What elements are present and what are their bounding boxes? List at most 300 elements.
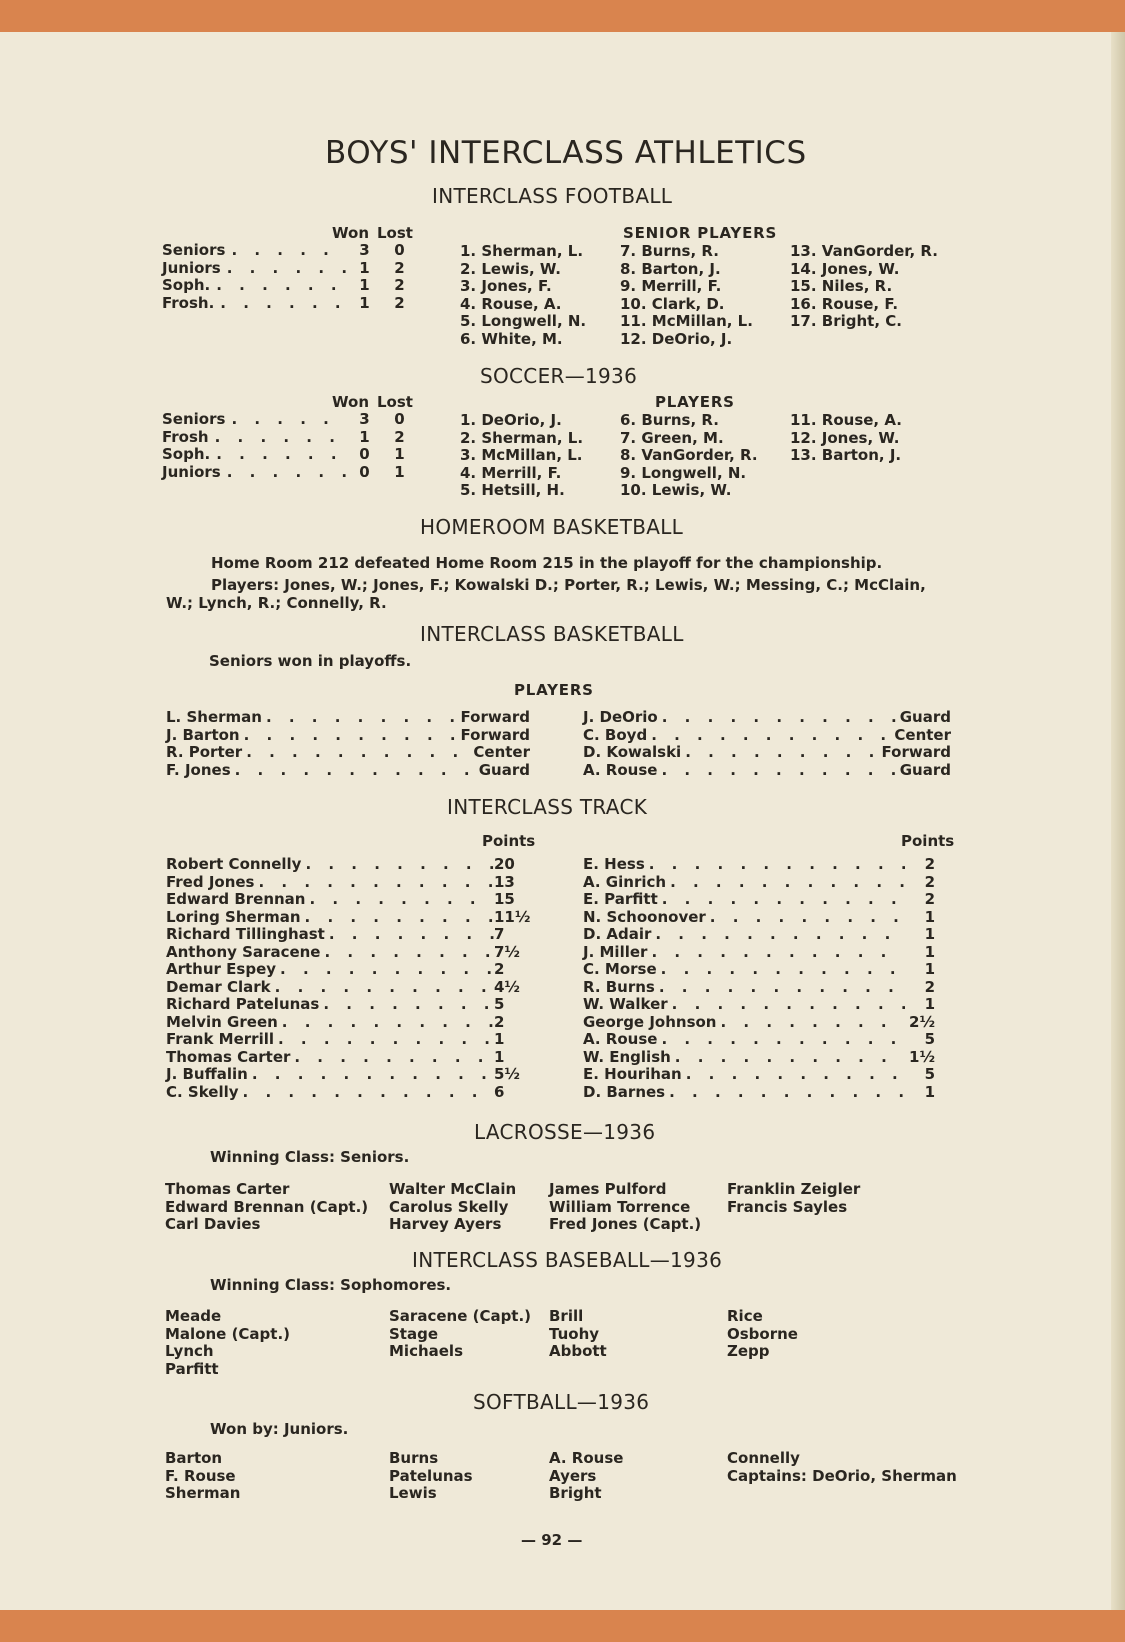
- dot-leader: [242, 744, 473, 762]
- player-item: Thomas Carter: [165, 1180, 290, 1198]
- lost-value: 0: [394, 241, 405, 259]
- won-value: 0: [359, 445, 370, 463]
- athlete-points: 2: [924, 977, 935, 996]
- player-item: Malone (Capt.): [165, 1324, 291, 1343]
- track-row: [583, 1031, 935, 1049]
- player-name: F. Jones: [166, 760, 231, 779]
- basketball-note: Seniors won in playoffs.: [209, 652, 412, 670]
- athlete-points: 15: [494, 890, 515, 908]
- dot-leader: [319, 996, 494, 1014]
- player-item: A. Rouse: [549, 1449, 624, 1467]
- dot-leader: [210, 446, 347, 464]
- track-row: [583, 926, 935, 944]
- won-value: 1: [359, 427, 370, 446]
- player-item: Parfitt: [165, 1359, 219, 1378]
- athlete-points: 1½: [909, 1047, 935, 1066]
- athlete-name: C. Morse: [583, 960, 657, 978]
- athlete-points: 1: [924, 925, 935, 943]
- player-position: Forward: [460, 725, 530, 744]
- track-row: [166, 1049, 534, 1067]
- dot-leader: [305, 891, 494, 909]
- baseball-title: INTERCLASS BASEBALL—1936: [412, 1248, 723, 1272]
- athlete-name: J. Miller: [583, 942, 648, 961]
- page-number: — 92 —: [521, 1531, 583, 1549]
- player-name: J. Barton: [166, 725, 240, 744]
- homeroom-line2: Players: Jones, W.; Jones, F.; Kowalski D.; Porter, R.; Lewis, W.; Messing, C.; McClain,: [211, 576, 926, 594]
- player-position: Guard: [478, 760, 530, 779]
- track-row: [583, 979, 935, 997]
- track-row: [166, 1014, 534, 1032]
- player-item: Michaels: [389, 1342, 464, 1360]
- player-item: 5. Hetsill, H.: [460, 481, 565, 499]
- athlete-points: 13: [494, 872, 515, 891]
- dot-leader: [682, 1066, 905, 1084]
- lacrosse-title: LACROSSE—1936: [474, 1120, 656, 1144]
- dot-leader: [210, 277, 347, 295]
- dot-leader: [248, 1066, 494, 1084]
- athlete-points: 5: [924, 1030, 935, 1048]
- won-label: Won: [332, 224, 369, 242]
- player-item: Lynch: [165, 1342, 214, 1360]
- athlete-name: E. Parfitt: [583, 890, 658, 908]
- standings-row: [162, 277, 422, 295]
- won-value: 3: [359, 410, 370, 428]
- player-item: 1. DeOrio, J.: [460, 411, 562, 429]
- track-row: [583, 1049, 935, 1067]
- athlete-points: 7: [494, 925, 505, 943]
- track-row: [166, 909, 534, 927]
- athlete-name: A. Rouse: [583, 1030, 658, 1048]
- won-lost-header: [162, 393, 422, 411]
- lacrosse-col3: [549, 1181, 701, 1234]
- player-position: Guard: [899, 760, 951, 779]
- player-item: 2. Lewis, W.: [460, 259, 561, 278]
- soccer-players-col2: [620, 412, 758, 500]
- won-value: 0: [359, 462, 370, 481]
- standings-row: [162, 260, 422, 278]
- player-item: 14. Jones, W.: [790, 259, 900, 278]
- player-position: Center: [473, 743, 530, 761]
- player-item: James Pulford: [549, 1180, 667, 1198]
- athlete-points: 2: [924, 855, 935, 873]
- dot-leader: [655, 979, 905, 997]
- player-item: 9. Longwell, N.: [620, 463, 747, 482]
- football-players-col1: [460, 243, 586, 348]
- dot-leader: [671, 1049, 905, 1067]
- athlete-name: A. Ginrich: [583, 872, 667, 891]
- track-title: INTERCLASS TRACK: [447, 795, 648, 819]
- dot-leader: [647, 944, 905, 962]
- athlete-points: 6: [494, 1082, 505, 1101]
- lost-value: 2: [394, 276, 405, 294]
- player-item: Brill: [549, 1307, 584, 1325]
- athlete-name: D. Adair: [583, 925, 652, 943]
- team-name: Juniors: [162, 258, 221, 277]
- player-position: Guard: [899, 708, 951, 726]
- track-row: [583, 961, 935, 979]
- lacrosse-note: Winning Class: Seniors.: [210, 1148, 410, 1166]
- player-item: F. Rouse: [165, 1466, 236, 1485]
- player-item: Burns: [389, 1449, 439, 1467]
- dot-leader: [262, 709, 461, 727]
- football-title: INTERCLASS FOOTBALL: [432, 184, 673, 208]
- lost-value: 1: [394, 445, 405, 463]
- dot-leader: [325, 926, 494, 944]
- soccer-title: SOCCER—1936: [480, 364, 638, 388]
- dot-leader: [681, 744, 881, 762]
- athlete-name: Loring Sherman: [166, 907, 301, 926]
- player-item: 9. Merrill, F.: [620, 277, 722, 295]
- track-row: [583, 1066, 935, 1084]
- player-item: Francis Sayles: [727, 1197, 848, 1216]
- player-row: [166, 709, 530, 727]
- dot-leader: [231, 762, 479, 780]
- dot-leader: [666, 874, 905, 892]
- team-name: Juniors: [162, 462, 221, 481]
- team-name: Frosh.: [162, 293, 215, 312]
- track-results-left: [166, 856, 534, 1101]
- won-label: Won: [332, 393, 369, 411]
- track-results-right: [583, 856, 935, 1101]
- player-item: Franklin Zeigler: [727, 1180, 861, 1198]
- athlete-name: C. Skelly: [166, 1082, 239, 1101]
- player-item: Bright: [549, 1484, 602, 1502]
- football-players-col2: [620, 243, 753, 348]
- soccer-players-col1: [460, 412, 583, 500]
- standings-row: [162, 295, 422, 313]
- track-row: [166, 1031, 534, 1049]
- player-row: [166, 727, 530, 745]
- baseball-note: Winning Class: Sophomores.: [210, 1276, 452, 1294]
- athlete-points: 5: [494, 995, 505, 1013]
- player-item: 15. Niles, R.: [790, 277, 893, 295]
- athlete-name: E. Hourihan: [583, 1065, 682, 1083]
- player-item: 2. Sherman, L.: [460, 428, 584, 447]
- track-points-label-right: Points: [901, 832, 955, 850]
- track-row: [583, 874, 935, 892]
- dot-leader: [278, 1014, 494, 1032]
- team-cell: [162, 295, 347, 313]
- basketball-players-right: [583, 709, 951, 779]
- athlete-name: Thomas Carter: [166, 1047, 291, 1066]
- athlete-points: 5: [924, 1065, 935, 1083]
- team-name: Soph.: [162, 445, 211, 463]
- player-item: Connelly: [727, 1449, 800, 1467]
- athlete-name: R. Burns: [583, 977, 655, 996]
- dot-leader: [301, 909, 494, 927]
- player-item: 6. White, M.: [460, 329, 563, 348]
- lost-value: 1: [394, 462, 405, 481]
- athlete-points: 1: [924, 995, 935, 1013]
- athlete-name: E. Hess: [583, 855, 645, 873]
- athlete-points: 2½: [909, 1012, 935, 1031]
- athlete-name: J. Buffalin: [166, 1065, 248, 1083]
- soccer-standings: [162, 393, 422, 481]
- athlete-name: Demar Clark: [166, 977, 271, 996]
- football-standings: [162, 224, 422, 312]
- player-name: J. DeOrio: [583, 708, 658, 726]
- player-item: Osborne: [727, 1324, 798, 1343]
- player-name: R. Porter: [166, 743, 243, 761]
- dot-leader: [276, 961, 494, 979]
- player-item: 17. Bright, C.: [790, 312, 902, 330]
- dot-leader: [657, 961, 905, 979]
- player-item: 10. Clark, D.: [620, 294, 725, 313]
- athlete-points: 5½: [494, 1065, 520, 1083]
- player-row: [166, 744, 530, 762]
- dot-leader: [665, 1084, 905, 1102]
- athlete-name: Fred Jones: [166, 872, 255, 891]
- homeroom-title: HOMEROOM BASKETBALL: [420, 515, 684, 539]
- player-item: 4. Merrill, F.: [460, 463, 562, 482]
- softball-col3: [549, 1450, 623, 1503]
- dot-leader: [254, 874, 494, 892]
- player-item: 5. Longwell, N.: [460, 312, 587, 330]
- dot-leader: [221, 260, 347, 278]
- dot-leader: [271, 979, 494, 997]
- page-title: BOYS' INTERCLASS ATHLETICS: [325, 135, 807, 171]
- player-item: Harvey Ayers: [389, 1215, 502, 1233]
- player-item: Ayers: [549, 1466, 597, 1485]
- track-row: [166, 874, 534, 892]
- track-points-label-left: Points: [482, 832, 536, 850]
- standings-row: [162, 411, 422, 429]
- won-value: 1: [359, 276, 370, 294]
- track-row: [166, 891, 534, 909]
- player-item: Captains: DeOrio, Sherman: [727, 1466, 957, 1485]
- baseball-col4: [727, 1308, 798, 1361]
- track-row: [166, 979, 534, 997]
- player-item: 3. McMillan, L.: [460, 446, 583, 464]
- team-cell: [162, 446, 347, 464]
- softball-col2: [389, 1450, 473, 1503]
- athlete-points: 2: [924, 872, 935, 891]
- player-item: 6. Burns, R.: [620, 411, 719, 429]
- track-row: [583, 891, 935, 909]
- player-position: Forward: [881, 743, 951, 761]
- track-row: [583, 944, 935, 962]
- player-row: [166, 762, 530, 780]
- dot-leader: [716, 1014, 905, 1032]
- lost-value: 2: [394, 293, 405, 312]
- lacrosse-col1: [165, 1181, 368, 1234]
- athlete-points: 2: [924, 890, 935, 908]
- lacrosse-col4: [727, 1181, 860, 1216]
- won-value: 3: [359, 241, 370, 259]
- player-item: 4. Rouse, A.: [460, 294, 562, 313]
- softball-col4: [727, 1450, 957, 1485]
- standings-row: [162, 429, 422, 447]
- player-item: 16. Rouse, F.: [790, 294, 899, 313]
- dot-leader: [225, 411, 347, 429]
- dot-leader: [657, 762, 899, 780]
- baseball-col1: [165, 1308, 290, 1378]
- track-row: [166, 1084, 534, 1102]
- team-name: Frosh: [162, 427, 209, 446]
- team-cell: [162, 464, 347, 482]
- track-row: [583, 1014, 935, 1032]
- team-cell: [162, 411, 347, 429]
- lost-value: 2: [394, 258, 405, 277]
- won-lost-header: [162, 224, 422, 242]
- won-value: 1: [359, 293, 370, 312]
- athlete-points: 2: [494, 960, 505, 978]
- softball-title: SOFTBALL—1936: [473, 1390, 650, 1414]
- softball-col1: [165, 1450, 240, 1503]
- player-item: 8. Barton, J.: [620, 259, 721, 278]
- athlete-name: Melvin Green: [166, 1012, 278, 1031]
- dot-leader: [645, 856, 905, 874]
- player-item: 7. Burns, R.: [620, 242, 719, 260]
- player-name: A. Rouse: [583, 760, 658, 779]
- track-row: [166, 856, 534, 874]
- athlete-points: 20: [494, 855, 515, 873]
- player-item: Carolus Skelly: [389, 1197, 509, 1216]
- dot-leader: [290, 1049, 494, 1067]
- dot-leader: [301, 856, 494, 874]
- player-item: Tuohy: [549, 1324, 600, 1343]
- player-name: C. Boyd: [583, 725, 648, 744]
- baseball-col3: [549, 1308, 607, 1361]
- player-item: 12. Jones, W.: [790, 428, 900, 447]
- player-name: L. Sherman: [166, 708, 262, 726]
- player-item: 3. Jones, F.: [460, 277, 552, 295]
- dot-leader: [658, 709, 900, 727]
- dot-leader: [668, 996, 905, 1014]
- athlete-name: Frank Merrill: [166, 1030, 275, 1048]
- athlete-name: Edward Brennan: [166, 890, 306, 908]
- athlete-points: 1: [924, 942, 935, 961]
- track-row: [166, 944, 534, 962]
- player-item: Meade: [165, 1307, 222, 1325]
- player-item: 13. Barton, J.: [790, 446, 902, 464]
- basketball-players-left: [166, 709, 530, 779]
- player-item: Rice: [727, 1307, 763, 1325]
- lost-value: 0: [394, 410, 405, 428]
- standings-row: [162, 446, 422, 464]
- player-item: Fred Jones (Capt.): [549, 1215, 702, 1233]
- player-item: Walter McClain: [389, 1180, 517, 1198]
- dot-leader: [214, 295, 347, 313]
- softball-note: Won by: Juniors.: [210, 1420, 349, 1438]
- athlete-name: D. Barnes: [583, 1082, 666, 1101]
- basketball-players-header: PLAYERS: [514, 681, 594, 699]
- player-name: D. Kowalski: [583, 743, 682, 761]
- athlete-name: Robert Connelly: [166, 855, 302, 873]
- player-row: [583, 727, 951, 745]
- athlete-points: 7½: [494, 942, 520, 961]
- won-value: 1: [359, 258, 370, 277]
- player-item: 12. DeOrio, J.: [620, 329, 733, 348]
- homeroom-line1: Home Room 212 defeated Home Room 215 in the playoff for the championship.: [211, 554, 883, 572]
- dot-leader: [209, 429, 347, 447]
- lacrosse-col2: [389, 1181, 516, 1234]
- player-item: Sherman: [165, 1484, 241, 1502]
- athlete-points: 1: [494, 1047, 505, 1066]
- player-item: Abbott: [549, 1342, 607, 1360]
- player-item: Edward Brennan (Capt.): [165, 1197, 369, 1216]
- football-players-col3: [790, 243, 938, 331]
- athlete-points: 1: [924, 1082, 935, 1101]
- dot-leader: [706, 909, 905, 927]
- player-item: 11. Rouse, A.: [790, 411, 902, 429]
- player-item: Carl Davies: [165, 1215, 261, 1233]
- athlete-name: W. Walker: [583, 995, 668, 1013]
- player-item: 8. VanGorder, R.: [620, 446, 758, 464]
- standings-row: [162, 464, 422, 482]
- track-row: [166, 1066, 534, 1084]
- athlete-points: 1: [924, 907, 935, 926]
- player-item: Patelunas: [389, 1466, 473, 1485]
- athlete-points: 1: [924, 960, 935, 978]
- standings-row: [162, 242, 422, 260]
- player-row: [583, 709, 951, 727]
- athlete-points: 2: [494, 1012, 505, 1031]
- lost-label: Lost: [377, 393, 413, 411]
- dot-leader: [239, 1084, 494, 1102]
- dot-leader: [240, 727, 461, 745]
- player-item: 7. Green, M.: [620, 428, 724, 447]
- dot-leader: [225, 242, 347, 260]
- player-item: 11. McMillan, L.: [620, 312, 753, 330]
- dot-leader: [657, 1031, 905, 1049]
- soccer-players-col3: [790, 412, 902, 465]
- track-row: [583, 996, 935, 1014]
- athlete-points: 11½: [494, 907, 531, 926]
- player-item: 13. VanGorder, R.: [790, 242, 938, 260]
- team-name: Soph.: [162, 276, 211, 294]
- team-cell: [162, 429, 347, 447]
- homeroom-line3: W.; Lynch, R.; Connelly, R.: [166, 594, 387, 612]
- player-position: Center: [894, 725, 951, 744]
- player-item: Saracene (Capt.): [389, 1307, 532, 1325]
- dot-leader: [647, 727, 894, 745]
- basketball-title: INTERCLASS BASKETBALL: [420, 622, 684, 646]
- lost-value: 2: [394, 427, 405, 446]
- track-row: [166, 961, 534, 979]
- team-name: Seniors: [162, 410, 226, 428]
- player-item: Lewis: [389, 1484, 437, 1502]
- dot-leader: [651, 926, 905, 944]
- player-item: 1. Sherman, L.: [460, 242, 584, 260]
- player-item: Barton: [165, 1449, 223, 1467]
- player-item: Zepp: [727, 1342, 770, 1360]
- baseball-col2: [389, 1308, 531, 1361]
- athlete-points: 4½: [494, 977, 520, 996]
- dot-leader: [221, 464, 347, 482]
- athlete-name: Arthur Espey: [166, 960, 277, 978]
- player-item: Stage: [389, 1324, 439, 1343]
- athlete-name: Anthony Saracene: [166, 942, 321, 961]
- athlete-points: 1: [494, 1030, 505, 1048]
- team-cell: [162, 260, 347, 278]
- athlete-name: W. English: [583, 1047, 671, 1066]
- team-name: Seniors: [162, 241, 226, 259]
- dot-leader: [320, 944, 494, 962]
- track-row: [583, 1084, 935, 1102]
- dot-leader: [658, 891, 905, 909]
- team-cell: [162, 242, 347, 260]
- football-players-header: SENIOR PLAYERS: [623, 224, 778, 242]
- athlete-name: Richard Patelunas: [166, 995, 320, 1013]
- dot-leader: [274, 1031, 494, 1049]
- track-row: [583, 856, 935, 874]
- player-item: William Torrence: [549, 1197, 691, 1216]
- player-row: [583, 744, 951, 762]
- team-cell: [162, 277, 347, 295]
- athlete-name: N. Schoonover: [583, 907, 706, 926]
- player-position: Forward: [460, 708, 530, 726]
